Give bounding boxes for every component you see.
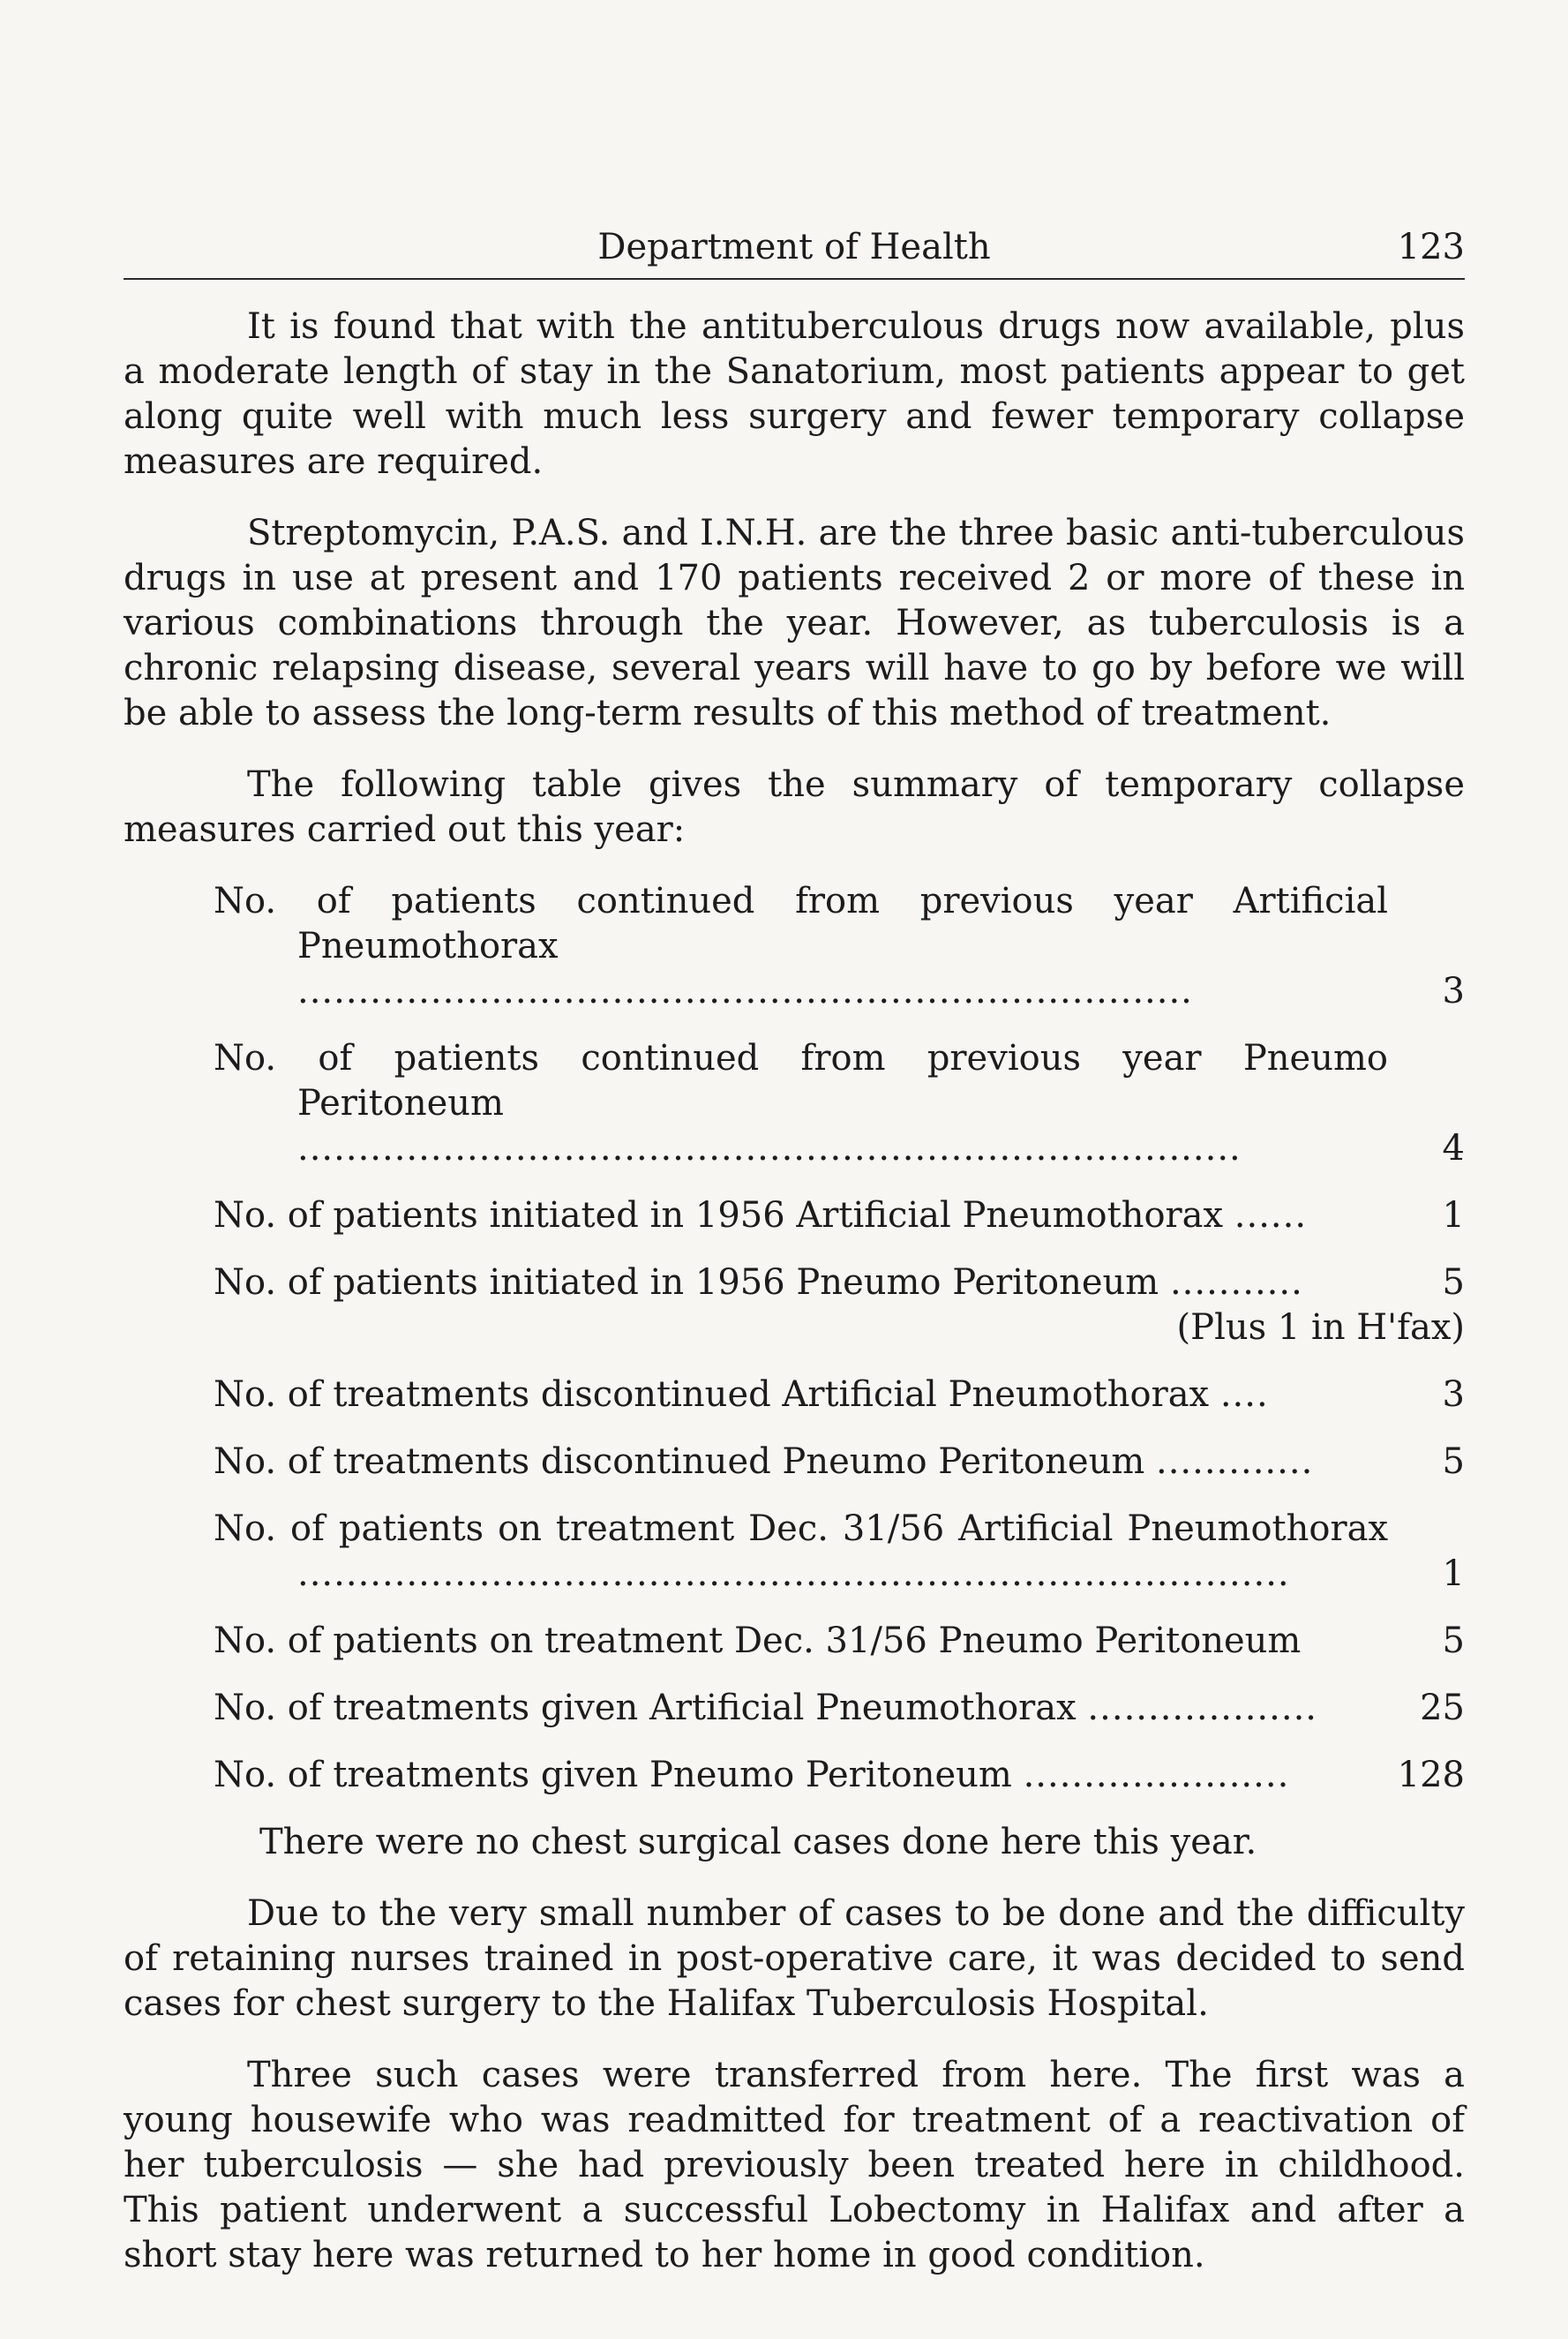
stat-value: 3 <box>1442 971 1465 1012</box>
stat-value: 5 <box>1442 1262 1465 1303</box>
dot-leader: ...... <box>1234 1195 1308 1236</box>
collapse-measures-list <box>214 879 1465 1798</box>
stat-value: 5 <box>1442 1441 1465 1482</box>
document-page <box>124 225 1465 2305</box>
paragraph: Streptomycin, P.A.S. and I.N.H. are the three basic anti-tuberculous drugs in use at present and 170 patients received 2 or more of these in various combinations through the year. However, as tuberculosis is a chronic relapsing disease, several years will have to go by before we will be able to assess the long-term results of this method of treatment. <box>124 513 1465 733</box>
stat-value: 5 <box>1442 1621 1465 1661</box>
stat-value: 1 <box>1442 1195 1465 1236</box>
stat-value: 128 <box>1397 1755 1465 1795</box>
stat-label: No. of patients on treatment Dec. 31/56 Artificial Pneumothorax <box>214 1508 1388 1549</box>
page-header <box>124 225 1465 280</box>
stat-row <box>214 1193 1465 1238</box>
stat-value: 4 <box>1442 1128 1465 1169</box>
stat-label: No. of treatments discontinued Pneumo Peritoneum <box>214 1441 1145 1482</box>
stat-row <box>214 1686 1465 1731</box>
stat-value: 3 <box>1442 1374 1465 1415</box>
dot-leader: .... <box>1219 1374 1269 1415</box>
dot-leader: ............. <box>1155 1441 1314 1482</box>
stat-value: 25 <box>1420 1688 1465 1728</box>
closing-line: There were no chest surgical cases done here this year. <box>259 1822 1257 1862</box>
page-number: 123 <box>1397 227 1465 267</box>
stat-row <box>214 879 1465 1014</box>
dot-leader: ........... <box>1169 1262 1303 1303</box>
stat-row <box>214 1036 1465 1171</box>
stat-row <box>214 1260 1465 1350</box>
stat-label: No. of treatments given Artificial Pneumothorax <box>214 1688 1077 1728</box>
paragraph: The following table gives the summary of temporary collapse measures carried out this year: <box>124 764 1465 850</box>
stat-label: No. of patients continued from previous year Pneumo Peritoneum <box>214 1038 1388 1124</box>
paragraph: It is found that with the antituberculous drugs now available, plus a moderate length of stay in the Sanatorium, most patients appear to get along quite well with much less surgery and fewer temporary collapse measures are required. <box>124 306 1465 482</box>
stat-value: 1 <box>1442 1553 1465 1594</box>
stat-label: No. of patients initiated in 1956 Pneumo Peritoneum <box>214 1262 1159 1303</box>
dot-leader: ................... <box>1087 1688 1318 1728</box>
dot-leader: .................................................................................. <box>297 1553 1290 1594</box>
stat-row <box>214 1373 1465 1418</box>
dot-leader: .......................................................................... <box>297 971 1193 1012</box>
stat-label: No. of treatments given Pneumo Peritoneum <box>214 1755 1012 1795</box>
stat-row <box>214 1619 1465 1664</box>
stat-row <box>214 1440 1465 1485</box>
stat-row <box>214 1507 1465 1597</box>
running-title: Department of Health <box>597 227 991 267</box>
paragraph: Due to the very small number of cases to be done and the difficulty of retaining nurses trained in post-operative care, it was decided to send cases for chest surgery to the Halifax Tuberculosis Hospital. <box>124 1893 1465 2024</box>
dot-leader: ...................... <box>1023 1755 1290 1795</box>
stat-label: No. of treatments discontinued Artificial Pneumothorax <box>214 1374 1210 1415</box>
paragraph: Three such cases were transferred from here. The first was a young housewife who was readmitted for treatment of a reactivation of her tuberculosis — she had previously been treated here in childhood. This patient underwent a successful Lobectomy in Halifax and after a short stay here was returned to her home in good condition. <box>124 2055 1465 2275</box>
stat-label: No. of patients on treatment Dec. 31/56 Pneumo Peritoneum <box>214 1621 1302 1661</box>
stat-note: (Plus 1 in H'fax) <box>1176 1307 1465 1348</box>
stat-label: No. of patients initiated in 1956 Artificial Pneumothorax <box>214 1195 1224 1236</box>
body-text <box>124 305 1465 2278</box>
stat-row <box>214 1753 1465 1798</box>
stat-label: No. of patients continued from previous year Artificial Pneumothorax <box>214 881 1388 966</box>
dot-leader: .............................................................................. <box>297 1128 1242 1169</box>
